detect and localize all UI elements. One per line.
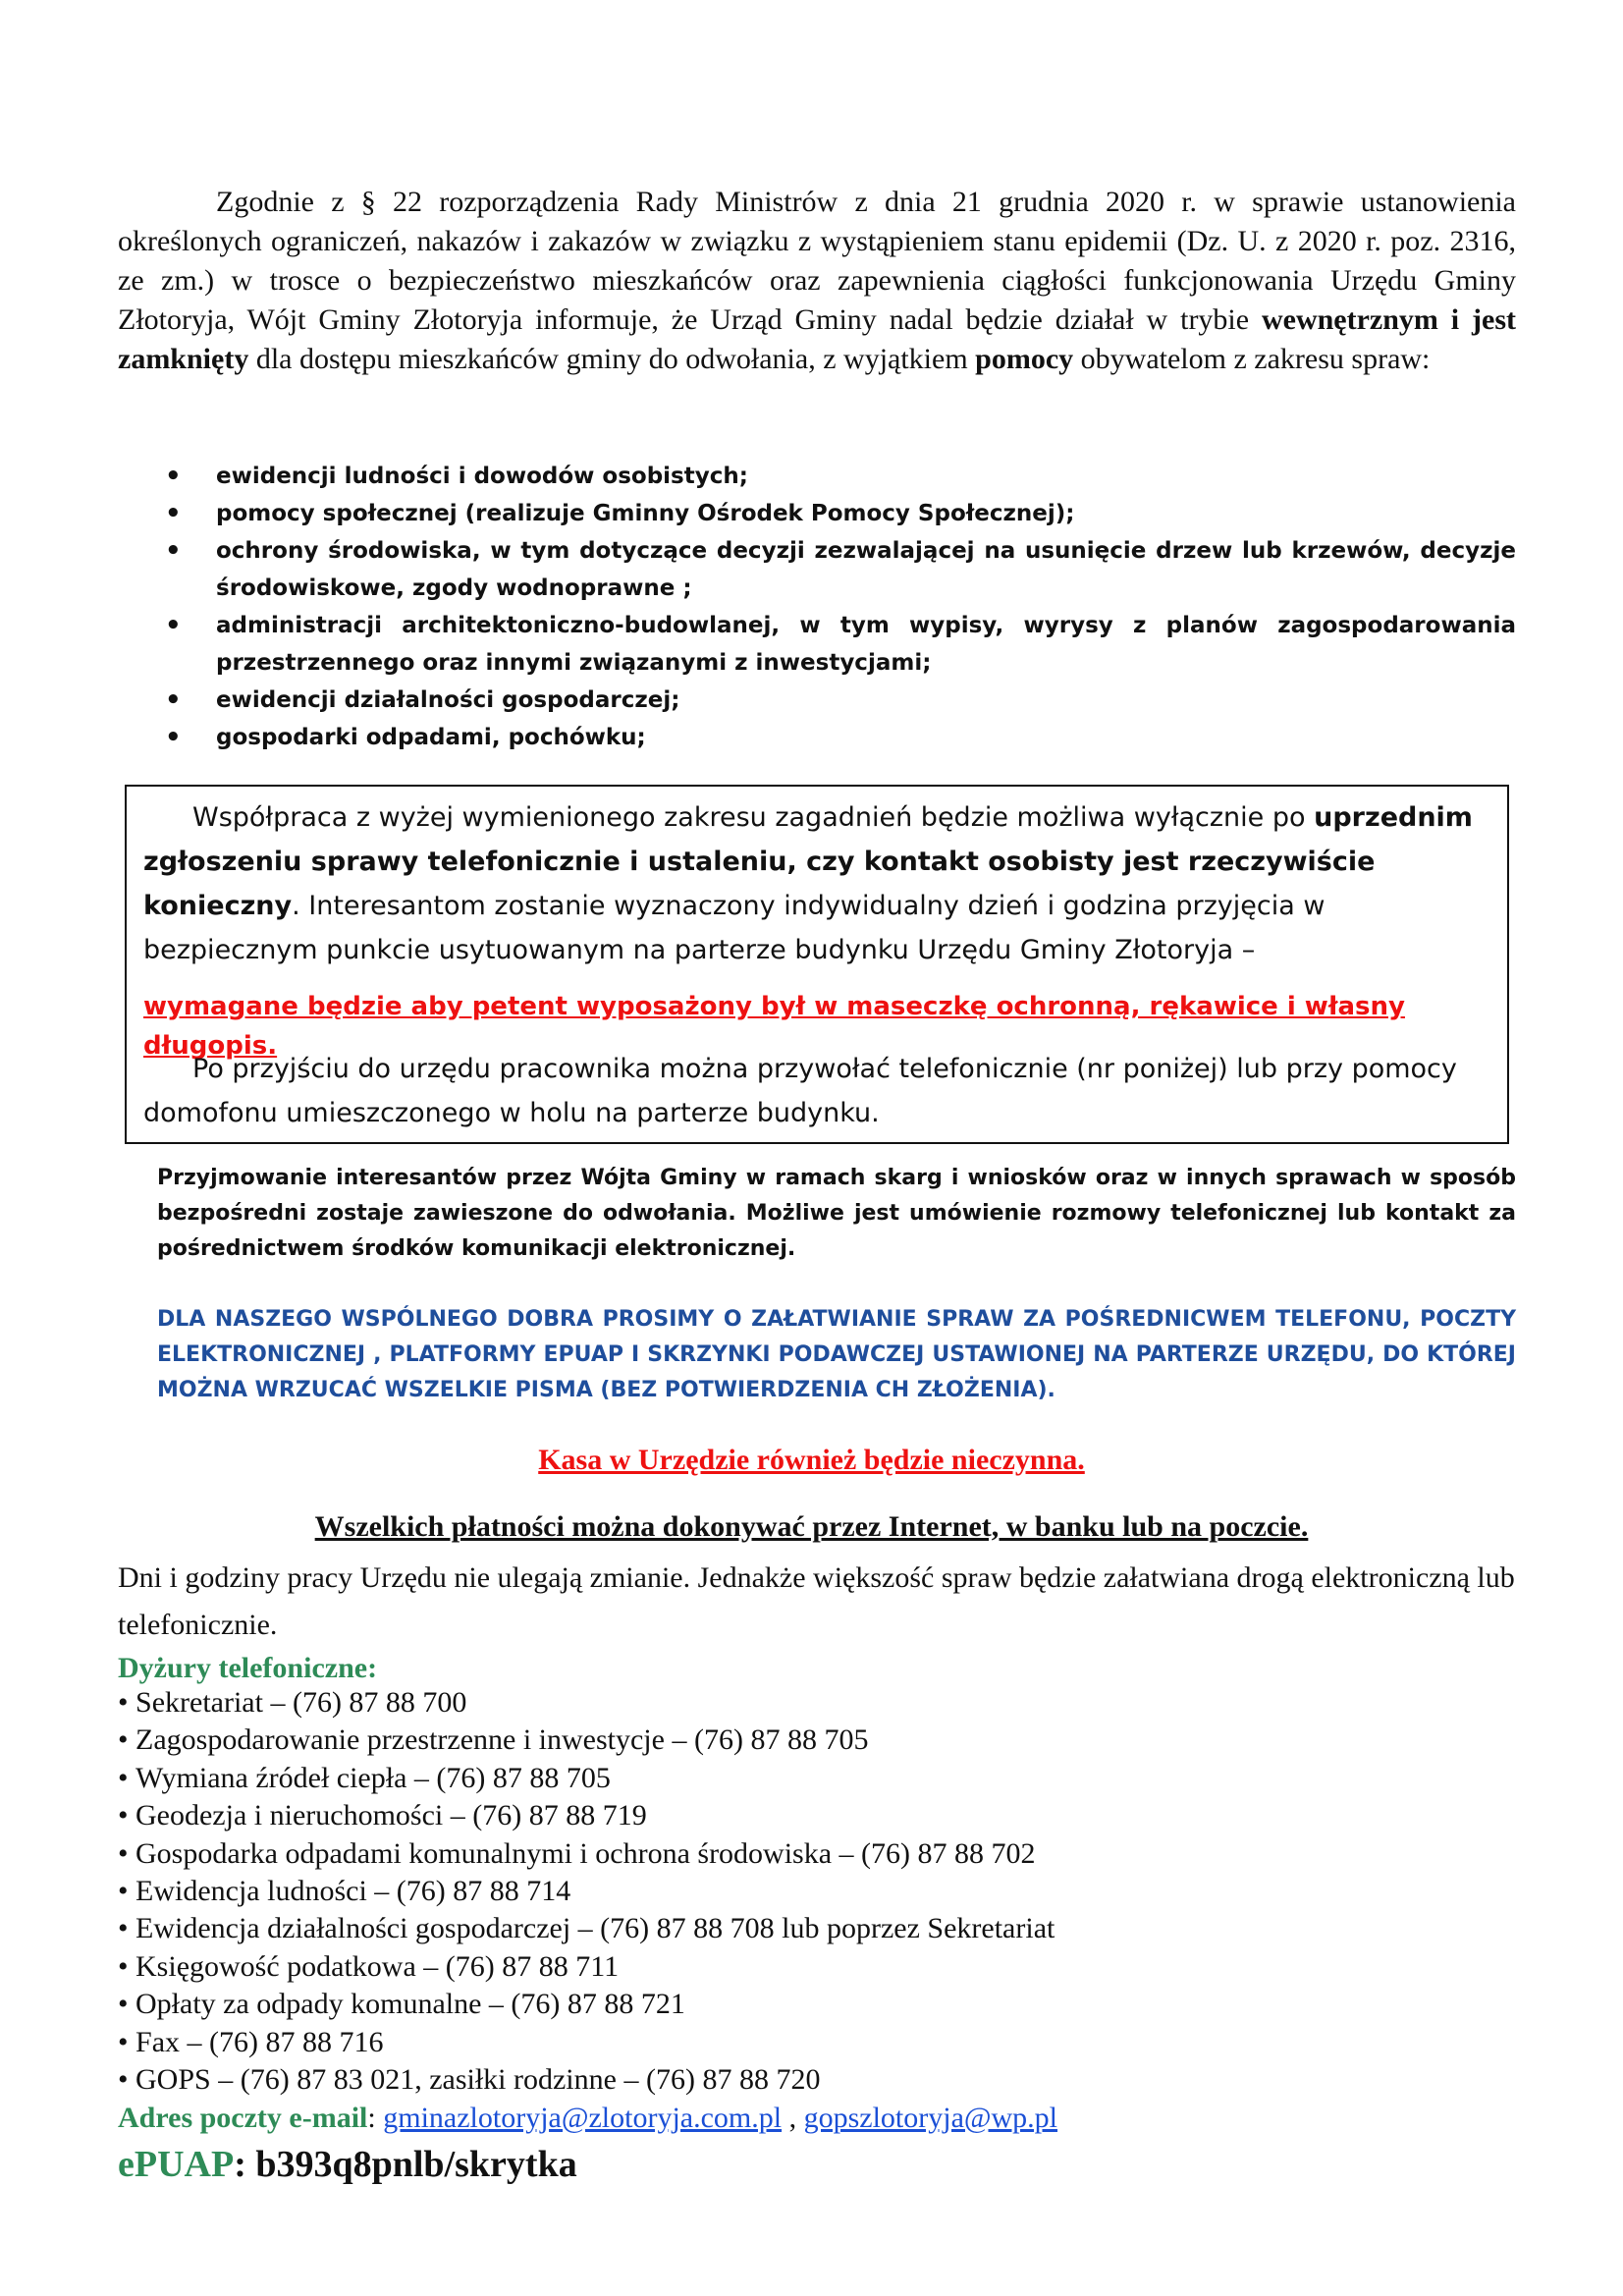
phone-item: • Geodezja i nieruchomości – (76) 87 88 719 bbox=[118, 1797, 1516, 1834]
bullet-item: • gospodarki odpadami, pochówku; bbox=[165, 719, 1516, 756]
bullet-item: • administracji architektoniczno-budowlanej, w tym wypisy, wyrysy z planów zagospodarowania przestrzennego oraz innymi związanymi z inwestycjami; bbox=[165, 607, 1516, 682]
phone-item: • Gospodarka odpadami komunalnymi i ochrona środowiska – (76) 87 88 702 bbox=[118, 1835, 1516, 1873]
box-text-3: Po przyjściu do urzędu pracownika można przywołać telefonicznie (nr poniżej) lub przy pomocy domofonu umieszczonego w holu na parterze budynku. bbox=[143, 1054, 1457, 1128]
box-bold: uprzednim zgłoszeniu sprawy telefonicznie i ustaleniu, czy kontakt osobisty jest rzeczywiście konieczny bbox=[143, 802, 1473, 921]
intro-text-2: dla dostępu mieszkańców gminy do odwołania, z wyjątkiem bbox=[248, 343, 976, 375]
phone-list bbox=[118, 1684, 1516, 2099]
bullet-item: • ochrony środowiska, w tym dotyczące decyzji zezwalającej na usunięcie drzew lub krzewów, decyzje środowiskowe, zgody wodnoprawne ; bbox=[165, 532, 1516, 607]
epuap-line bbox=[118, 2141, 577, 2188]
epuap-label: ePUAP bbox=[118, 2144, 235, 2185]
phone-item: • Ewidencja działalności gospodarczej – (76) 87 88 708 lub poprzez Sekretariat bbox=[118, 1910, 1516, 1947]
phone-item: • Fax – (76) 87 88 716 bbox=[118, 2024, 1516, 2061]
cash-desk-closed-notice: Kasa w Urzędzie również będzie nieczynna. bbox=[538, 1444, 1085, 1476]
epuap-address: b393q8pnlb/skrytka bbox=[255, 2144, 577, 2185]
intro-bold-2: pomocy bbox=[975, 343, 1074, 375]
bullet-item: • ewidencji ludności i dowodów osobistych; bbox=[165, 458, 1516, 495]
phone-item: • GOPS – (76) 87 83 021, zasiłki rodzinne – (76) 87 88 720 bbox=[118, 2061, 1516, 2099]
email-line bbox=[118, 2099, 1516, 2138]
mayor-meetings-notice: Przyjmowanie interesantów przez Wójta Gminy w ramach skarg i wniosków oraz w innych sprawach w sposób bezpośredni zostaje zawieszone do odwołania. Możliwe jest umówienie rozmowy telefonicznej lub kontakt za pośrednictwem środków komunikacji elektronicznej. bbox=[157, 1166, 1516, 1261]
mask-requirement-notice: wymagane będzie aby petent wyposażony był w maseczkę ochronną, rękawice i własny długopis. bbox=[143, 992, 1405, 1061]
intro-text-3: obywatelom z zakresu spraw: bbox=[1073, 343, 1431, 375]
epuap-colon: : bbox=[234, 2144, 246, 2185]
intro-paragraph bbox=[118, 183, 1516, 379]
phone-item: • Opłaty za odpady komunalne – (76) 87 88 721 bbox=[118, 1986, 1516, 2023]
working-hours-notice: Dni i godziny pracy Urzędu nie ulegają zmianie. Jednakże większość spraw będzie załatwiana drogą elektroniczną lub telefonicznie. bbox=[118, 1561, 1515, 1641]
intro-bold-1: wewnętrznym i jest zamknięty bbox=[118, 303, 1516, 375]
bullet-item: • ewidencji działalności gospodarczej; bbox=[165, 682, 1516, 719]
payments-notice: Wszelkich płatności można dokonywać przez Internet, w banku lub na poczcie. bbox=[314, 1510, 1309, 1543]
phone-duty-heading: Dyżury telefoniczne: bbox=[118, 1652, 378, 1684]
intro-text-1: Zgodnie z § 22 rozporządzenia Rady Ministrów z dnia 21 grudnia 2020 r. w sprawie ustanowienia określonych ograniczeń, nakazów i zakazów w związku z wystąpieniem stanu epidemii (Dz. U. z 2020 r. poz. 2316, ze zm.) w trosce o bezpieczeństwo mieszkańców oraz zapewnienia ciągłości funkcjonowania Urzędu Gminy Złotoryja, Wójt Gminy Złotoryja informuje, że Urząd Gminy nadal będzie działał w trybie bbox=[118, 186, 1516, 336]
email-separator: , bbox=[782, 2102, 804, 2134]
email-colon: : bbox=[367, 2102, 376, 2134]
bullet-item: • pomocy społecznej (realizuje Gminny Ośrodek Pomocy Społecznej); bbox=[165, 495, 1516, 532]
info-box-paragraph-2 bbox=[143, 1047, 1488, 1135]
appeal-paragraph: DLA NASZEGO WSPÓLNEGO DOBRA PROSIMY O ZAŁATWIANIE SPRAW ZA POŚREDNICWEM TELEFONU, POCZTY ELEKTRONICZNEJ , PLATFORMY EPUAP I SKRZYNKI PODAWCZEJ USTAWIONEJ NA PARTERZE URZĘDU, DO KTÓREJ MOŻNA WRZUCAĆ WSZELKIE PISMA (BEZ POTWIERDZENIA CH ZŁOŻENIA). bbox=[157, 1307, 1516, 1402]
services-bullet-list bbox=[165, 458, 1516, 756]
phone-item: • Wymiana źródeł ciepła – (76) 87 88 705 bbox=[118, 1760, 1516, 1797]
email-link-gops[interactable]: gopszlotoryja@wp.pl bbox=[803, 2102, 1058, 2134]
email-label: Adres poczty e-mail bbox=[118, 2102, 368, 2134]
phone-item: • Ewidencja ludności – (76) 87 88 714 bbox=[118, 1873, 1516, 1910]
box-text-1: Współpraca z wyżej wymienionego zakresu zagadnień będzie możliwa wyłącznie po bbox=[192, 802, 1315, 833]
box-text-2: . Interesantom zostanie wyznaczony indywidualny dzień i godzina przyjęcia w bezpiecznym punkcie usytuowanym na parterze budynku Urzędu Gminy Złotoryja – bbox=[143, 891, 1325, 965]
phone-item: • Zagospodarowanie przestrzenne i inwestycje – (76) 87 88 705 bbox=[118, 1722, 1516, 1759]
phone-item: • Księgowość podatkowa – (76) 87 88 711 bbox=[118, 1948, 1516, 1986]
phone-item: • Sekretariat – (76) 87 88 700 bbox=[118, 1684, 1516, 1722]
email-link-gmina[interactable]: gminazlotoryja@zlotoryja.com.pl bbox=[383, 2102, 783, 2134]
info-box-paragraph-1 bbox=[143, 795, 1488, 972]
